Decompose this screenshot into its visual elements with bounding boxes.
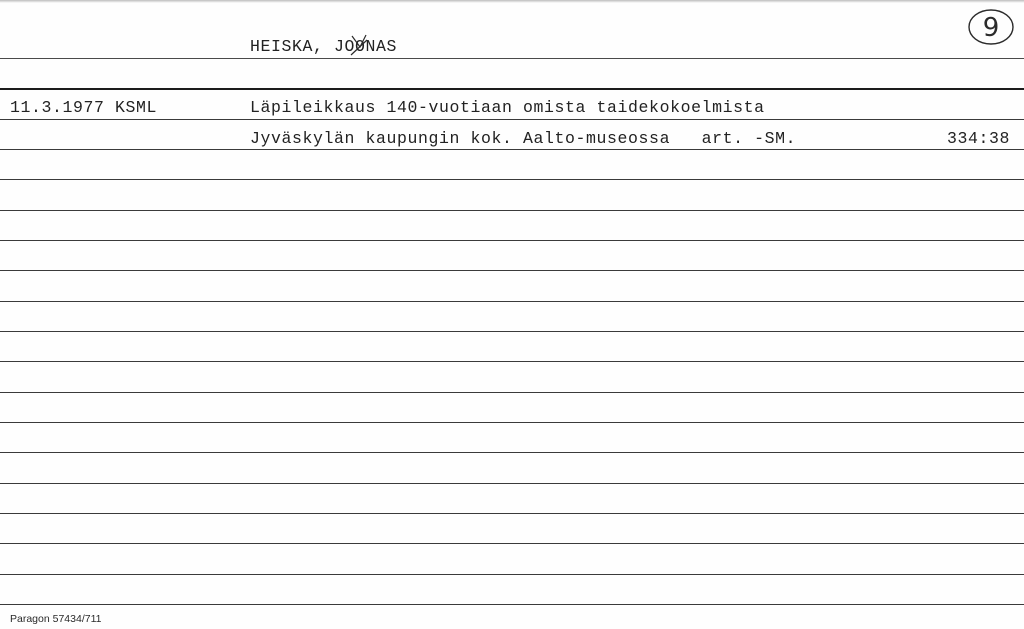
ruled-line bbox=[0, 301, 1024, 302]
ruled-line bbox=[0, 119, 1024, 120]
ruled-line bbox=[0, 210, 1024, 211]
card-number: 9 bbox=[982, 13, 1000, 43]
ruled-line bbox=[0, 422, 1024, 423]
entry-title-line-2: Jyväskylän kaupungin kok. Aalto-museossa art. -SM. bbox=[250, 129, 797, 148]
entry-title-line-1: Läpileikkaus 140-vuotiaan omista taidekokoelmista bbox=[250, 98, 765, 117]
ruled-line bbox=[0, 604, 1024, 605]
ruled-line bbox=[0, 452, 1024, 453]
ruled-line bbox=[0, 240, 1024, 241]
entry-date-source: 11.3.1977 KSML bbox=[10, 98, 158, 117]
person-name: HEISKA, JOONAS bbox=[250, 37, 398, 56]
heading-block bbox=[250, 38, 397, 56]
header-divider-rule bbox=[0, 88, 1024, 90]
ruled-line bbox=[0, 179, 1024, 180]
card-number-circle bbox=[966, 6, 1016, 48]
ruled-line bbox=[0, 392, 1024, 393]
entry-reference: 334:38 bbox=[947, 129, 1011, 148]
ruled-line bbox=[0, 513, 1024, 514]
heading-rule bbox=[0, 58, 1024, 59]
ruled-line bbox=[0, 331, 1024, 332]
ruled-line bbox=[0, 574, 1024, 575]
ruled-line bbox=[0, 543, 1024, 544]
card-top-edge bbox=[0, 0, 1024, 3]
ruled-line bbox=[0, 149, 1024, 150]
ruled-line bbox=[0, 483, 1024, 484]
card-number-badge bbox=[966, 6, 1016, 48]
card-print-footer: Paragon 57434/711 bbox=[10, 613, 102, 625]
ruled-line bbox=[0, 270, 1024, 271]
ruled-line bbox=[0, 361, 1024, 362]
